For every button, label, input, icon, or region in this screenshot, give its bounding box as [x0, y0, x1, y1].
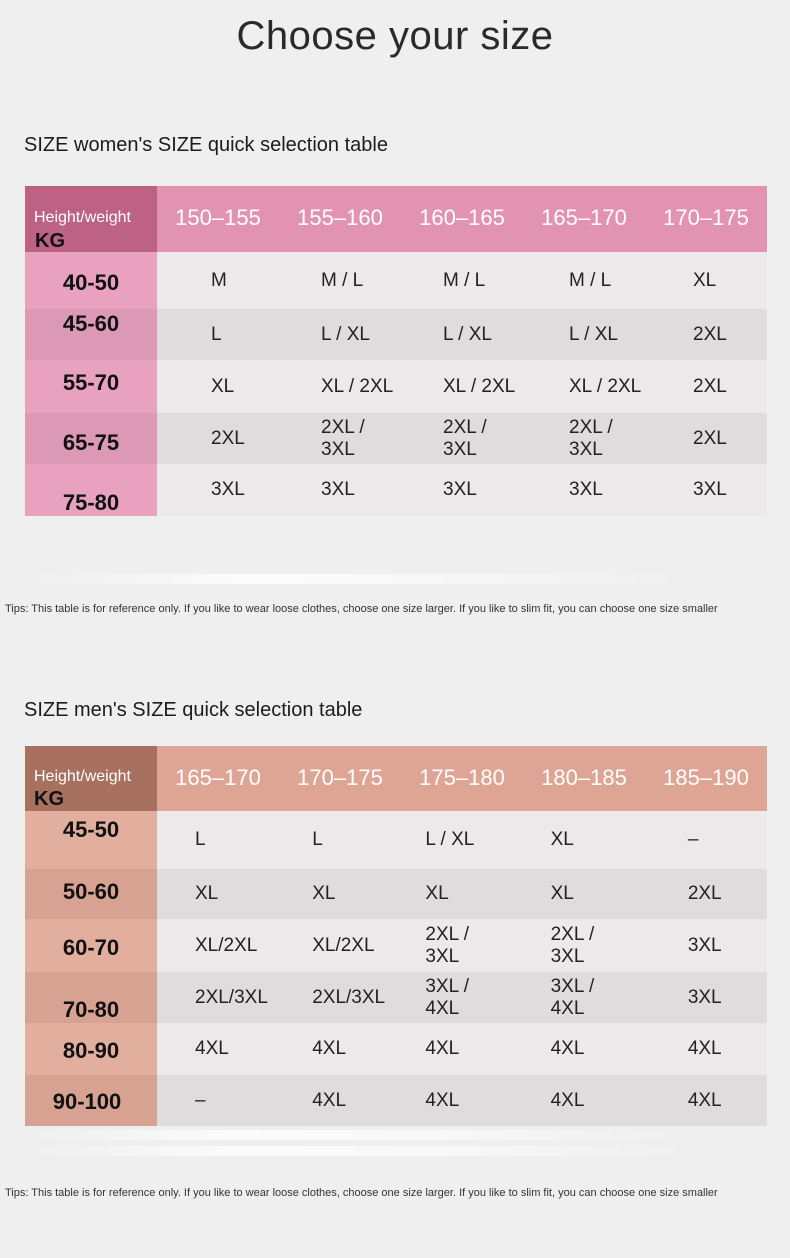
men-height-header: 175–180	[419, 764, 505, 790]
size-cell: –	[687, 829, 699, 850]
weight-label: 40-50	[62, 270, 120, 295]
size-cell: XL/2XL	[312, 934, 375, 956]
men-weight-cell	[25, 972, 157, 1023]
size-cells	[157, 309, 767, 360]
women-height-header: 150–155	[175, 205, 261, 230]
size-cell: M / L	[443, 269, 486, 291]
size-cell: XL/2XL	[195, 934, 258, 956]
size-cell: 2XL/3XL	[312, 986, 386, 1008]
page-title: Choose your size	[236, 14, 554, 58]
size-cell: 3XL	[687, 986, 722, 1008]
faded-text-artifact	[30, 1146, 690, 1156]
table-row	[25, 919, 767, 972]
size-cell: L / XL	[569, 323, 618, 345]
size-cells	[157, 360, 767, 413]
size-cell: L / XL	[425, 829, 475, 850]
size-cell: XL	[195, 883, 219, 904]
size-cell: –	[195, 1089, 206, 1111]
weight-label: 65-75	[62, 430, 120, 455]
size-cell: 2XL	[687, 883, 722, 904]
size-cell: 2XL / 3XL	[425, 923, 470, 967]
size-cell: XL	[312, 883, 336, 904]
size-cell: L	[195, 829, 206, 850]
women-height-header: 165–170	[541, 205, 627, 230]
women-corner-unit: KG	[35, 230, 65, 252]
weight-label: 60-70	[62, 935, 120, 960]
weight-label: 45-50	[62, 817, 120, 842]
size-cell: XL	[550, 829, 574, 850]
table-row	[25, 1023, 767, 1075]
size-cell: 2XL/3XL	[195, 986, 268, 1008]
weight-label: 45-60	[62, 311, 120, 336]
women-section-title: SIZE women's SIZE quick selection table	[24, 134, 388, 156]
size-cell: XL / 2XL	[321, 375, 394, 397]
men-height-header: 170–175	[297, 764, 383, 790]
weight-label: 75-80	[62, 490, 120, 515]
table-row	[25, 413, 767, 464]
size-cell: M / L	[569, 269, 612, 291]
size-cells	[157, 1023, 767, 1075]
table-row	[25, 464, 767, 516]
size-cell: 2XL	[693, 427, 727, 449]
size-cell: L / XL	[321, 323, 370, 345]
women-weight-cell	[25, 464, 157, 516]
size-cells	[157, 464, 767, 516]
size-cell: 3XL	[211, 479, 245, 500]
size-cell: 3XL / 4XL	[425, 975, 470, 1019]
weight-label: 90-100	[52, 1089, 122, 1114]
faded-text-artifact	[30, 574, 680, 584]
women-weight-cell	[25, 360, 157, 413]
size-cell: 2XL / 3XL	[550, 923, 595, 967]
women-weight-cell	[25, 309, 157, 360]
size-cell: 2XL	[211, 427, 245, 449]
size-cells	[157, 972, 767, 1023]
table-row	[25, 252, 767, 309]
weight-label: 80-90	[62, 1038, 120, 1063]
women-header-row	[25, 186, 767, 252]
size-cells	[157, 252, 767, 309]
table-row	[25, 972, 767, 1023]
size-cell: 2XL	[693, 375, 727, 397]
size-cell: 4XL	[312, 1089, 347, 1111]
men-weight-cell	[25, 1023, 157, 1075]
table-row	[25, 309, 767, 360]
size-cell: M / L	[321, 269, 364, 291]
size-cell: 4XL	[312, 1038, 347, 1059]
size-cell: XL / 2XL	[443, 375, 516, 397]
table-row	[25, 869, 767, 919]
weight-label: 70-80	[62, 997, 120, 1022]
size-cell: 2XL / 3XL	[443, 416, 487, 460]
size-cells	[157, 869, 767, 919]
size-cells	[157, 1075, 767, 1126]
size-cell: 4XL	[550, 1038, 585, 1059]
size-cell: 4XL	[425, 1038, 460, 1059]
men-weight-cell	[25, 811, 157, 869]
size-cell: L	[312, 829, 323, 850]
size-cell: XL	[550, 883, 574, 904]
size-cell: XL	[425, 883, 449, 904]
faded-text-artifact	[30, 1130, 680, 1140]
men-height-headers	[157, 746, 767, 811]
men-corner-unit: KG	[34, 788, 64, 810]
size-cell: M	[211, 269, 227, 291]
men-weight-cell	[25, 1075, 157, 1126]
size-cell: 4XL	[687, 1038, 722, 1059]
size-cell: 4XL	[687, 1089, 722, 1111]
women-corner-cell	[25, 186, 157, 252]
weight-label: 50-60	[62, 879, 120, 904]
men-corner-cell	[25, 746, 157, 811]
size-cell: 3XL	[443, 479, 477, 500]
size-cell: 2XL / 3XL	[321, 416, 365, 460]
size-cells	[157, 811, 767, 869]
table-row	[25, 811, 767, 869]
size-cells	[157, 413, 767, 464]
size-cell: 2XL	[693, 323, 727, 345]
size-cell: XL	[211, 375, 235, 397]
size-cell: 2XL / 3XL	[569, 416, 613, 460]
size-cell: 3XL / 4XL	[550, 975, 595, 1019]
women-height-header: 160–165	[419, 205, 505, 230]
men-weight-cell	[25, 919, 157, 972]
men-corner-label: Height/weight	[34, 768, 131, 785]
size-cell: 4XL	[425, 1089, 460, 1111]
size-cell: L	[211, 323, 222, 345]
women-height-header: 155–160	[297, 205, 383, 230]
size-cell: 3XL	[321, 479, 355, 500]
women-corner-label: Height/weight	[34, 209, 131, 226]
men-size-table	[25, 746, 767, 1126]
women-tips: Tips: This table is for reference only. If you like to wear loose clothes, choose one size larger. If you like to slim fit, you can choose one size smaller	[5, 603, 718, 615]
size-cell: 3XL	[693, 479, 727, 500]
size-cell: XL	[693, 269, 717, 291]
women-height-headers	[157, 186, 767, 252]
women-height-header: 170–175	[663, 205, 749, 230]
men-height-header: 165–170	[175, 764, 261, 790]
men-height-header: 180–185	[541, 764, 627, 790]
size-cell: L / XL	[443, 323, 492, 345]
women-weight-cell	[25, 252, 157, 309]
men-weight-cell	[25, 869, 157, 919]
size-cell: 3XL	[687, 934, 722, 956]
weight-label: 55-70	[62, 370, 120, 395]
table-row	[25, 360, 767, 413]
men-section-title: SIZE men's SIZE quick selection table	[24, 699, 363, 721]
size-cell: 4XL	[550, 1089, 585, 1111]
men-tips: Tips: This table is for reference only. If you like to wear loose clothes, choose one size larger. If you like to slim fit, you can choose one size smaller	[5, 1187, 718, 1199]
table-row	[25, 1075, 767, 1126]
size-cells	[157, 919, 767, 972]
men-height-header: 185–190	[663, 764, 749, 790]
men-header-row	[25, 746, 767, 811]
women-weight-cell	[25, 413, 157, 464]
size-cell: 3XL	[569, 479, 603, 500]
size-cell: XL / 2XL	[569, 375, 642, 397]
size-cell: 4XL	[195, 1038, 229, 1059]
women-size-table	[25, 186, 767, 516]
